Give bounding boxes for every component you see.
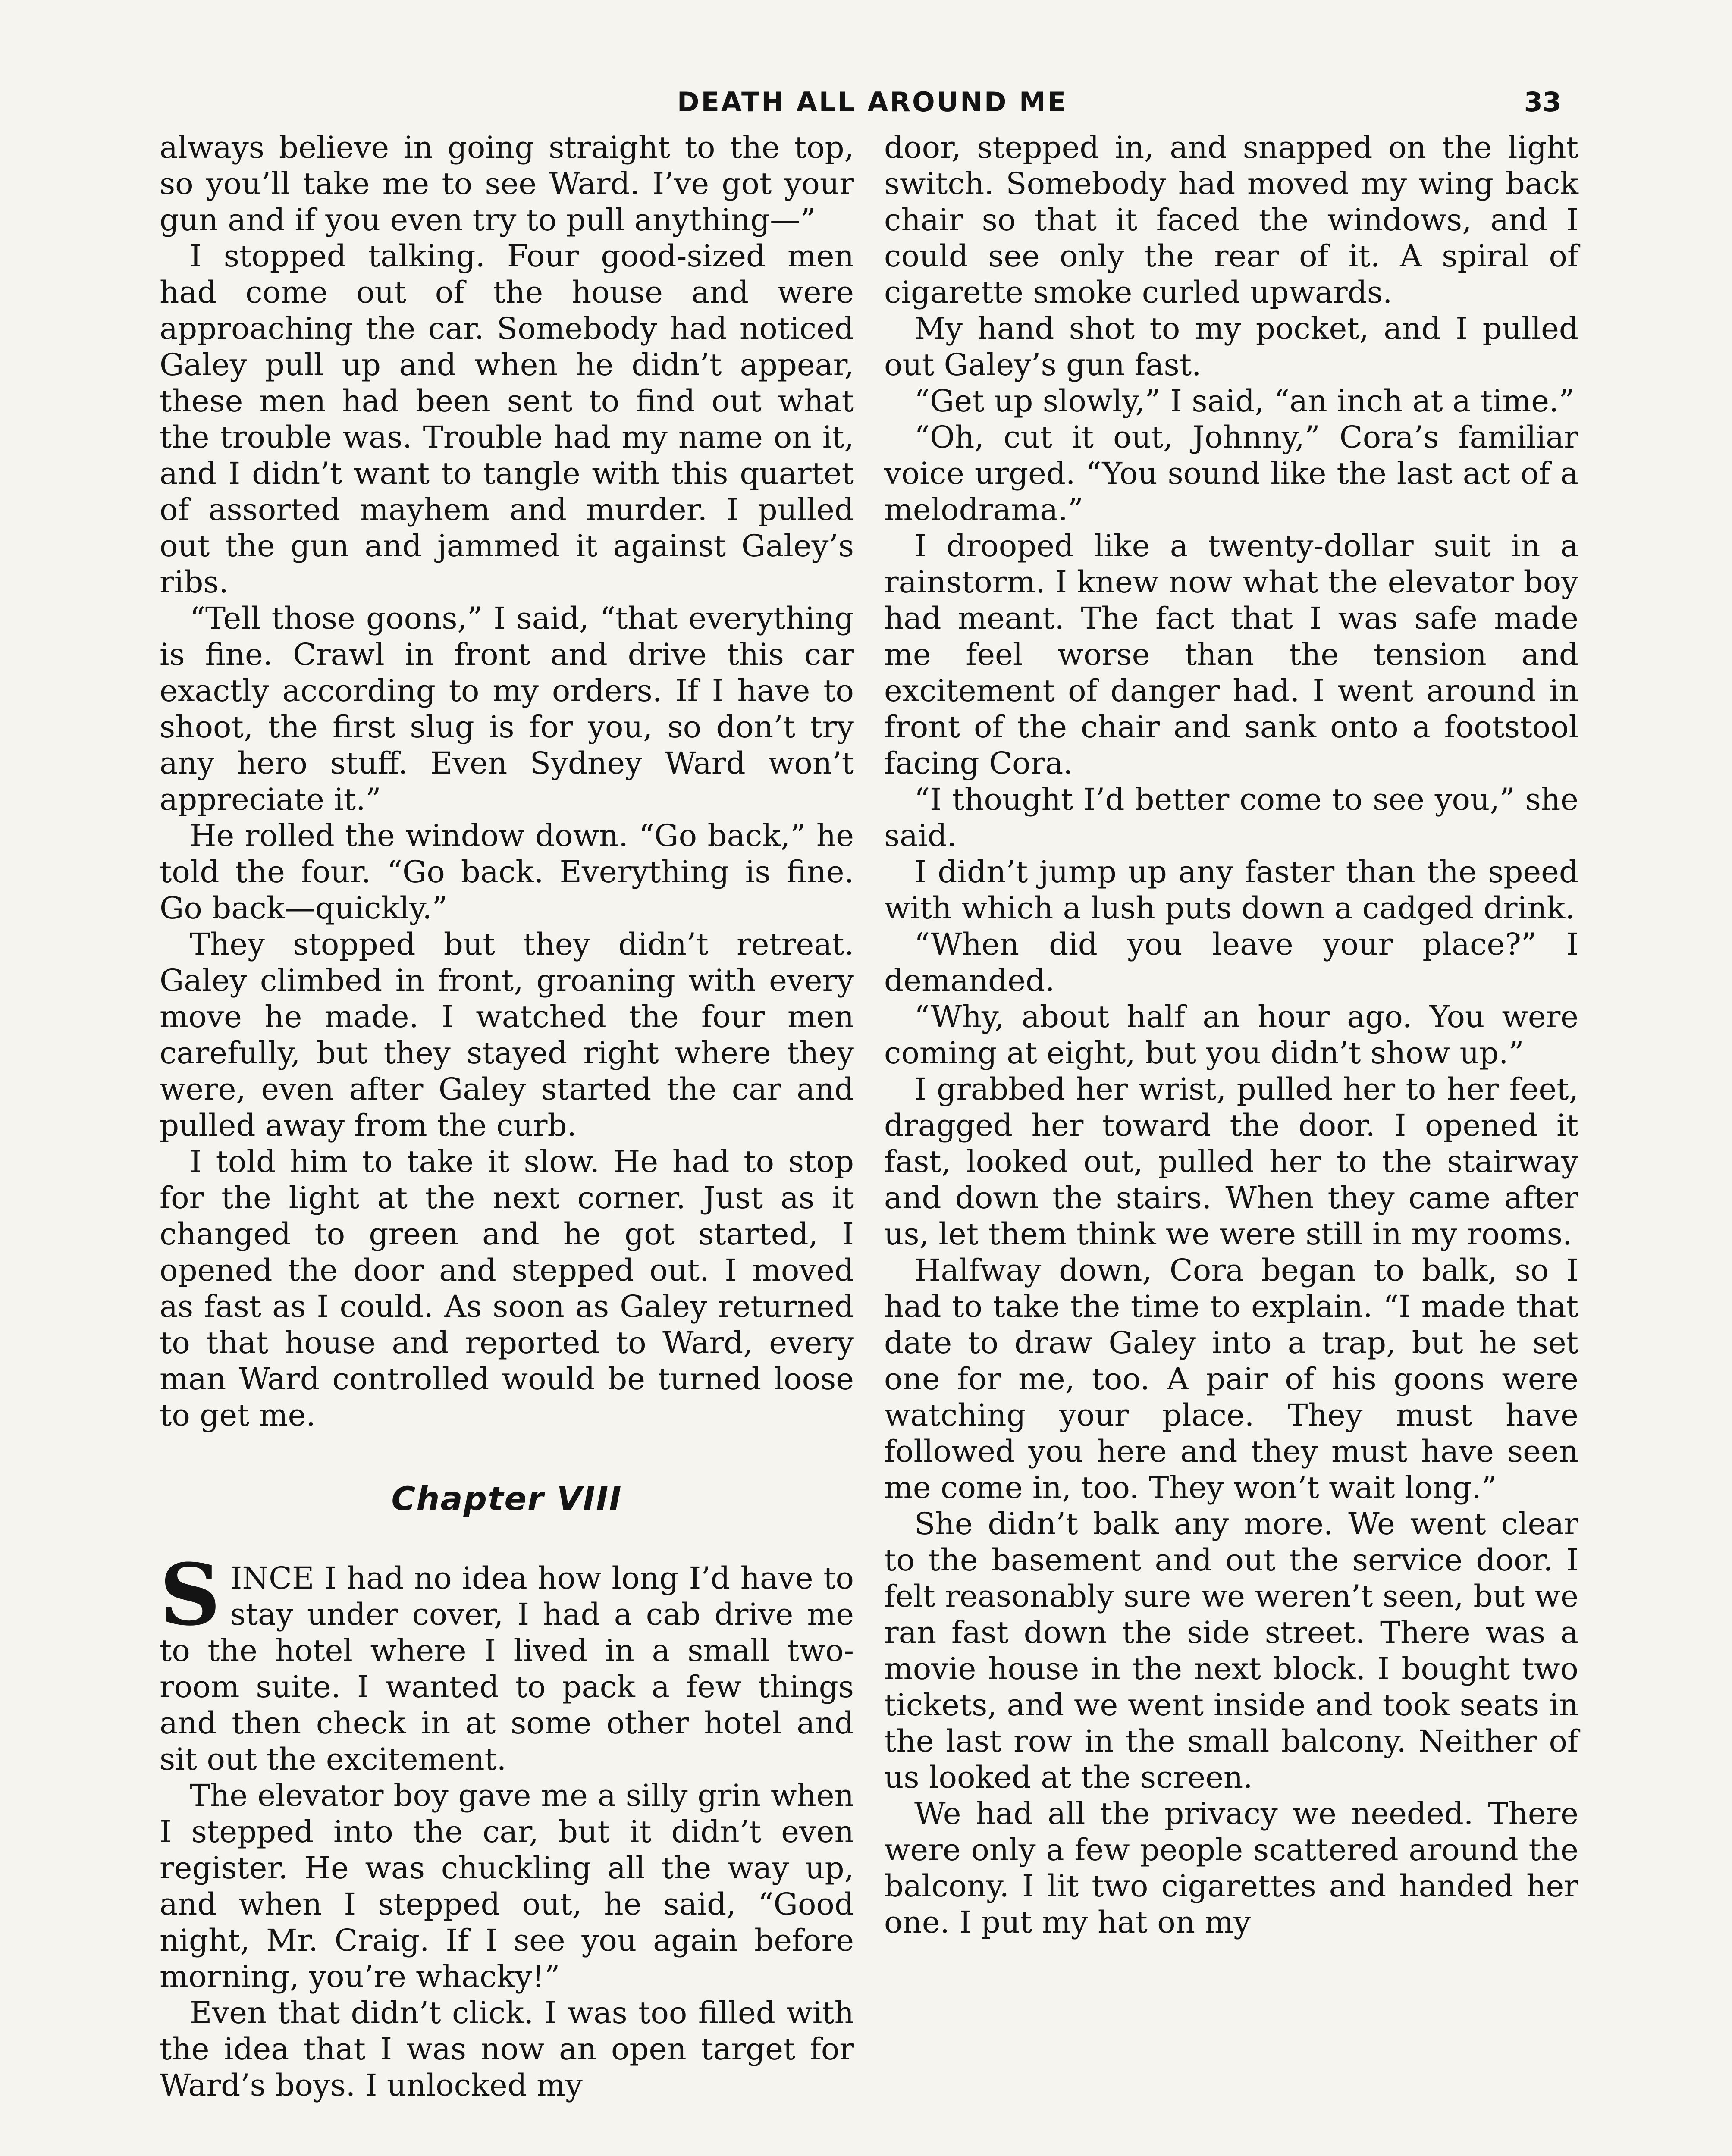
paragraph: I grabbed her wrist, pulled her to her feet, dragged her toward the door. I opened it fast, looked out, pulled her to the stairway and down the stairs. When they came after us, let them think we were still in my rooms. [884,1072,1578,1252]
paragraph: I stopped talking. Four good-sized men had come out of the house and were approaching the car. Somebody had noticed Galey pull up and when he didn’t appear, these men had been sent to find out what the trouble was. Trouble had my name on it, and I didn’t want to tangle with this quartet of assorted mayhem and murder. I pulled out the gun and jammed it against Galey’s ribs. [160,238,854,600]
running-header [160,86,1561,134]
paragraph: Even that didn’t click. I was too filled with the idea that I was now an open target for Ward’s boys. I unlocked my [160,1995,854,2103]
paragraph: Halfway down, Cora began to balk, so I had to take the time to explain. “I made that date to draw Galey into a trap, but he set one for me, too. A pair of his goons were watching your place. They must have followed you here and they must have seen me come in, too. They won’t wait long.” [884,1253,1578,1505]
paragraph: My hand shot to my pocket, and I pulled out Galey’s gun fast. [884,311,1578,382]
page-number: 33 [1524,86,1561,118]
paragraph: door, stepped in, and snapped on the light switch. Somebody had moved my wing back chair so that it faced the windows, and I could see only the rear of it. A spiral of cigarette smoke curled upwards. [884,130,1578,310]
running-title: DEATH ALL AROUND ME [677,86,1068,118]
paragraph: He rolled the window down. “Go back,” he told the four. “Go back. Everything is fine. Go back—quickly.” [160,818,854,926]
right-column [884,129,1578,1940]
paragraph: “Get up slowly,” I said, “an inch at a time.” [914,383,1575,419]
paragraph: The elevator boy gave me a silly grin when I stepped into the car, but it didn’t even register. He was chuckling all the way up, and when I stepped out, he said, “Good night, Mr. Craig. If I see you again before morning, you’re whacky!” [160,1778,854,1994]
chapter-opening-paragraph [160,1545,854,1777]
paragraph: We had all the privacy we needed. There were only a few people scattered around the balcony. I lit two cigarettes and handed her one. I put my hat on my [884,1796,1578,1940]
chapter-opening-text: INCE I had no idea how long I’d have to stay under cover, I had a cab drive me to the hotel where I lived in a small two-room suite. I wanted to pack a few things and then check in at some other hotel and sit out the excitement. [160,1561,854,1777]
paragraph: “When did you leave your place?” I demanded. [884,927,1578,998]
paragraph: She didn’t balk any more. We went clear to the basement and out the service door. I felt reasonably sure we weren’t seen, but we ran fast down the side street. There was a movie house in the next block. I bought two tickets, and we went inside and took seats in the last row in the small balcony. Neither of us looked at the screen. [884,1506,1578,1795]
paragraph: They stopped but they didn’t retreat. Galey climbed in front, groaning with every move he made. I watched the four men carefully, but they stayed right where they were, even after Galey started the car and pulled away from the curb. [160,927,854,1143]
left-column [160,129,854,2103]
paragraph: “I thought I’d better come to see you,” she said. [884,782,1578,853]
paragraph: always believe in going straight to the top, so you’ll take me to see Ward. I’ve got your gun and if you even try to pull anything—” [160,130,854,238]
paragraph: “Tell those goons,” I said, “that everything is fine. Crawl in front and drive this car exactly according to my orders. If I have to shoot, the first slug is for you, so don’t try any hero stuff. Even Sydney Ward won’t appreciate it.” [160,601,854,817]
paragraph: I didn’t jump up any faster than the speed with which a lush puts down a cadged drink. [884,854,1578,926]
drop-cap: S [160,1545,221,1645]
chapter-heading: Chapter VIII [391,1479,622,1518]
paragraph: I drooped like a twenty-dollar suit in a rainstorm. I knew now what the elevator boy had meant. The fact that I was safe made me feel worse than the tension and excitement of danger had. I went around in front of the chair and sank onto a footstool facing Cora. [884,528,1578,781]
paragraph: “Why, about half an hour ago. You were coming at eight, but you didn’t show up.” [884,999,1578,1071]
paragraph: “Oh, cut it out, Johnny,” Cora’s familiar voice urged. “You sound like the last act of a melodrama.” [884,420,1578,527]
paragraph: I told him to take it slow. He had to stop for the light at the next corner. Just as it changed to green and he got started, I opened the door and stepped out. I moved as fast as I could. As soon as Galey returned to that house and reported to Ward, every man Ward controlled would be turned loose to get me. [160,1144,854,1433]
